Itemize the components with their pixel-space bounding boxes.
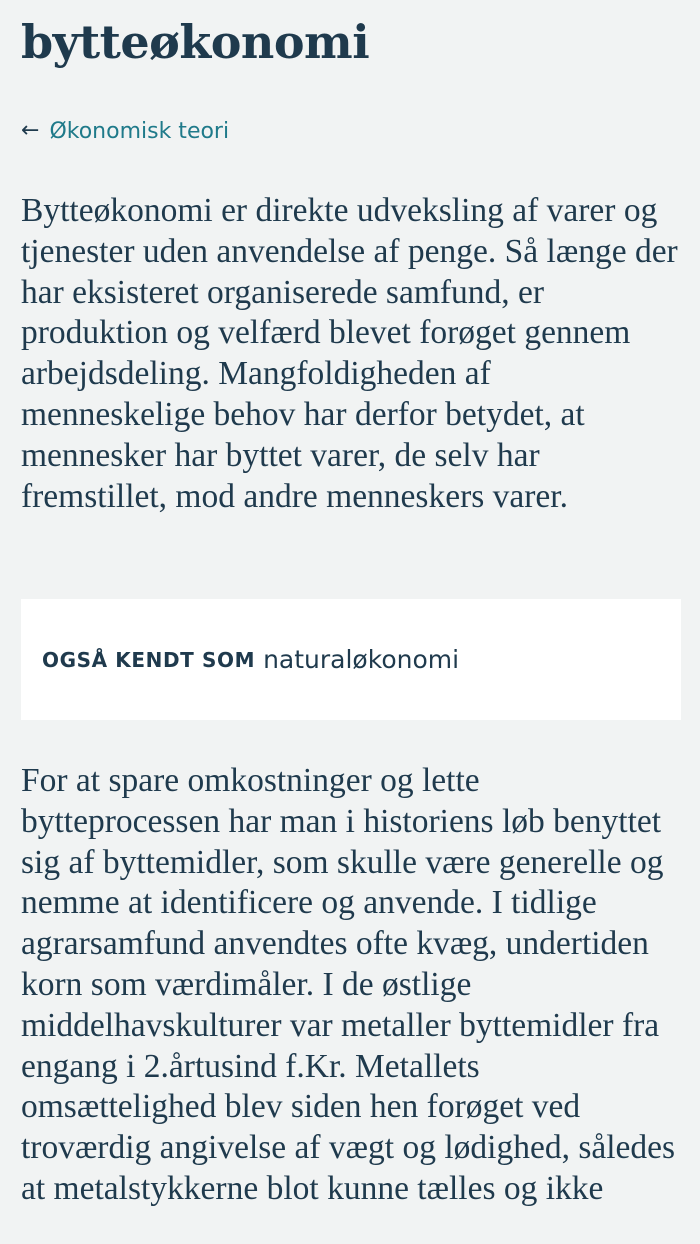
back-link[interactable] xyxy=(21,116,229,146)
also-known-as-box xyxy=(21,599,681,720)
also-known-as-label: OGSÅ KENDT SOM xyxy=(42,647,256,672)
body-paragraph: For at spare omkostninger og lette bytteprocessen har man i historiens løb benyttet sig af byttemidler, som skulle være generelle og nemme at identificere og anvende. I tidlige agrarsamfund anvendtes ofte kvæg, undertiden korn som værdimåler. I de østlige middelhavskulturer var metaller byttemidler fra engang i 2.årtusind f.Kr. Metallets omsættelighed blev siden hen forøget ved troværdig angivelse af vægt og lødighed, således at metalstykkerne blot kunne tælles og ikke xyxy=(21,762,676,1207)
also-known-as-value: naturaløkonomi xyxy=(263,645,460,674)
page-title: bytteøkonomi xyxy=(21,15,370,69)
intro-paragraph: Bytteøkonomi er direkte udveksling af varer og tjenester uden anvendelse af penge. Så længe der har eksisteret organiserede samfund, er produktion og velfærd blevet forøget gennem arbejdsdeling. Mangfoldigheden af menneskelige behov har derfor betydet, at mennesker har byttet varer, de selv har fremstillet, mod andre menneskers varer. xyxy=(21,192,678,515)
arrow-left-icon: ← xyxy=(21,118,40,143)
back-link-label: Økonomisk teori xyxy=(49,118,230,144)
